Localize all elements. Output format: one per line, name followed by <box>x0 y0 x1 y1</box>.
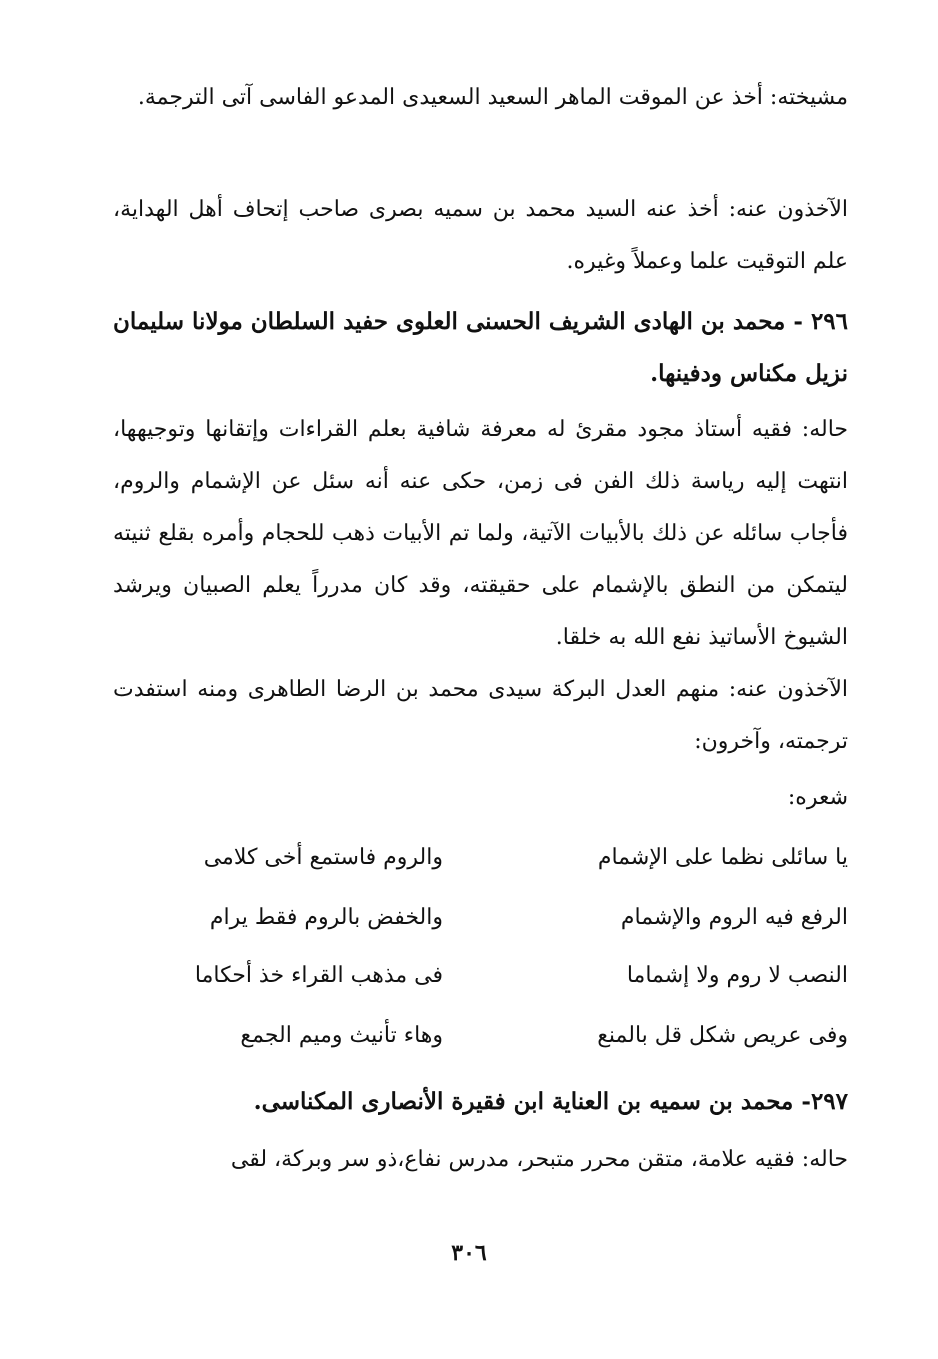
poetry-label: شعره: <box>787 785 848 810</box>
paragraph-biography-296: حاله: فقيه أستاذ مجود مقرئ له معرفة شافية بعلم القراءات وإتقانها وتوجيهها، انتهت إليه رياسة ذلك الفن فى زمن، حكى عنه أنه سئل عن الإشمام والروم، فأجاب سائله عن ذلك بالأبيات الآتية، ولما تم الأبيات ذهب للحجام وأمره بقلع ثنيته ليتمكن من النطق بالإشمام على حقيقته، وقد كان مدرراً يعلم الصبيان ويرشد الشيوخ الأساتيذ نفع الله به خلقا. <box>113 417 848 650</box>
paragraph-students-1: الآخذون عنه: أخذ عنه السيد محمد بن سميه بصرى صاحب إتحاف أهل الهداية، علم التوقيت علما وعملاً وغيره. <box>113 197 848 274</box>
verse-first-hemistich: الرفع فيه الروم والإشمام <box>620 905 848 930</box>
verse-first-hemistich: يا سائلى نظما على الإشمام <box>597 845 848 870</box>
entry-heading-296: ٢٩٦ - محمد بن الهادى الشريف الحسنى العلوى حفيد السلطان مولانا سليمان نزيل مكناس ودفينها. <box>113 308 848 387</box>
verse-second-hemistich: والخفض بالروم فقط يرام <box>209 905 443 930</box>
paragraph-mashyakha: مشيخته: أخذ عن الموقت الماهر السعيد السعيدى المدعو الفاسى آتى الترجمة. <box>137 85 848 110</box>
verse-row <box>113 892 848 944</box>
verse-row <box>113 832 848 884</box>
verse-second-hemistich: والروم فاستمع أخى كلامى <box>203 845 443 870</box>
paragraph-students-296: الآخذون عنه: منهم العدل البركة سيدى محمد بن الرضا الطاهرى ومنه استفدت ترجمته، وآخرون: <box>113 677 848 754</box>
verse-first-hemistich: وفى عريص شكل قل بالمنع <box>597 1023 848 1048</box>
page-number: ٣٠٦ <box>451 1240 487 1266</box>
verse-row <box>113 1010 848 1062</box>
verse-second-hemistich: فى مذهب القراء خذ أحكاما <box>194 963 443 988</box>
paragraph-biography-297: حاله: فقيه علامة، متقن محرر متبحر، مدرس نفاع،ذو سر وبركة، لقى <box>230 1147 848 1172</box>
verse-first-hemistich: النصب لا روم ولا إشماما <box>626 963 848 988</box>
verse-row <box>113 950 848 1002</box>
entry-heading-297: ٢٩٧- محمد بن سميه بن العناية ابن فقيرة الأنصارى المكناسى. <box>253 1088 848 1115</box>
verse-second-hemistich: وهاء تأنيث وميم الجمع <box>240 1023 443 1048</box>
